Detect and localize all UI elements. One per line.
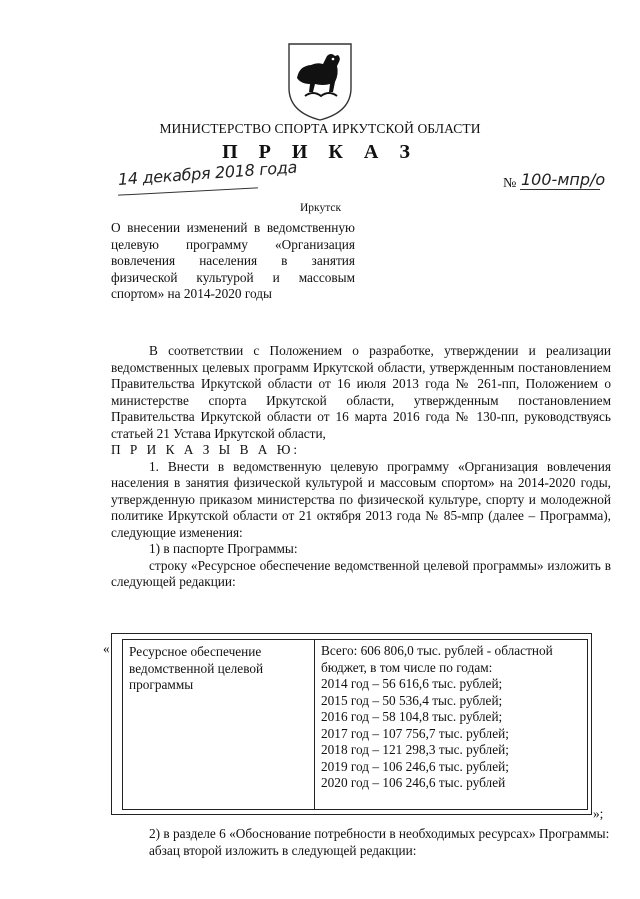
- resource-table: [122, 639, 588, 810]
- funding-year-row: 2017 год – 107 756,7 тыс. рублей;: [321, 725, 509, 741]
- handwritten-order-number: 100-мпр/о: [521, 170, 606, 189]
- funding-year-row: 2019 год – 106 246,6 тыс. рублей;: [321, 758, 509, 774]
- date-underline: [118, 187, 258, 195]
- quote-close: »;: [593, 806, 604, 821]
- item-1-1-paragraph: 1) в паспорте Программы:: [149, 541, 298, 556]
- irkutsk-coat-of-arms-icon: [283, 40, 357, 122]
- funding-year-row: 2015 год – 50 536,4 тыс. рублей;: [321, 692, 503, 708]
- quote-open: «: [103, 641, 110, 656]
- ministry-name: МИНИСТЕРСТВО СПОРТА ИРКУТСКОЙ ОБЛАСТИ: [159, 121, 481, 136]
- funding-total: Всего: 606 806,0 тыс. рублей - областной бюджет, в том числе по годам:: [321, 643, 553, 675]
- preamble-paragraph: В соответствии с Положением о разработке, утверждении и реализации ведомственных целевых программ Иркутской области, утвержденным постановлением Правительства Иркутской области от 16 июля 2013 года № 261-пп, Положением о министерстве спорта Иркутской области, утвержденным постановлением Правительства Иркутской области от 16 марта 2016 года № 130-пп, руководствуясь статьей 21 Устава Иркутской области,: [111, 343, 611, 441]
- number-underline: [520, 189, 600, 190]
- document-type-title: П Р И К А З: [222, 141, 418, 163]
- funding-year-row: 2014 год – 56 616,6 тыс. рублей;: [321, 676, 503, 691]
- handwritten-date: 14 декабря 2018 года: [117, 157, 298, 189]
- item-1-paragraph: 1. Внести в ведомственную целевую программу «Организация вовлечения населения в занятия физической культурой и массовым спортом» на 2014-2020 годы, утвержденную приказом министерства по физической культуре, спорту и молодежной политике Иркутской области от 21 октября 2013 года № 85-мпр (далее – Программа), следующие изменения:: [111, 458, 611, 540]
- item-1-1-text: строку «Ресурсное обеспечение ведомственной целевой программы» изложить в следующей редакции:: [111, 557, 611, 589]
- resource-table-label-cell: Ресурсное обеспечение ведомственной целевой программы: [123, 640, 315, 809]
- resource-table-frame: [111, 633, 592, 815]
- number-label: №: [503, 176, 517, 191]
- order-word: П Р И К А З Ы В А Ю:: [111, 442, 301, 457]
- item-1-2-paragraph: 2) в разделе 6 «Обоснование потребности в необходимых ресурсах» Программы:: [149, 826, 610, 841]
- funding-year-row: 2020 год – 106 246,6 тыс. рублей: [321, 775, 506, 790]
- resource-table-value-cell: [315, 640, 587, 809]
- funding-year-row: 2016 год – 58 104,8 тыс. рублей;: [321, 709, 503, 724]
- order-subject: О внесении изменений в ведомственную целевую программу «Организация вовлечения населения в занятия физической культурой и массовым спортом» на 2014-2020 годы: [111, 220, 355, 301]
- city-name: Иркутск: [300, 202, 342, 214]
- order-body: [111, 343, 611, 591]
- item-1-2-text: абзац второй изложить в следующей редакции:: [149, 842, 417, 858]
- order-body-continued: [111, 826, 611, 859]
- funding-year-row: 2018 год – 121 298,3 тыс. рублей;: [321, 742, 509, 757]
